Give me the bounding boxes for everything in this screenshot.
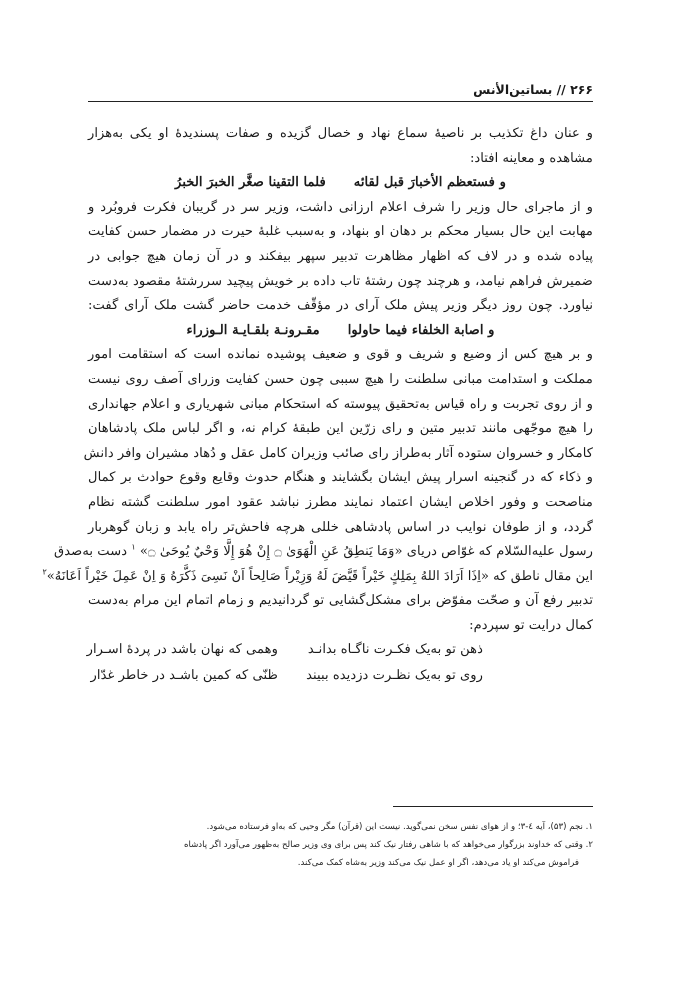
text-line (53, 540, 593, 565)
footnote-mark[interactable]: ۲ (42, 567, 47, 577)
text-line: مهابت این حال بسیار محکم بر دهان او بنهاد، و به‌سبب غلبهٔ حیرت در مضمار حسن کفایت (88, 224, 593, 240)
text-line: مملکت و استدامت مبانی سلطنت را هیچ سببی چون حسن کفایت وزرای آصف روی نیست (88, 371, 593, 387)
persian-verse (88, 638, 593, 664)
page-header (88, 79, 593, 102)
verse-hemistich: و فستعظم الأخبارَ قبل لقائه (353, 175, 506, 191)
running-header: ۲۶۶ // بساتین‌الأنس (473, 82, 593, 97)
arabic-verse (88, 319, 593, 344)
footnote-divider (393, 806, 593, 807)
arabic-verse (88, 171, 593, 196)
verse-hemistich: روی تو به‌یک نظـرت دزدیده ببیند (306, 668, 483, 684)
verse-hemistich: مقـرونـة بلقـایـة الـوزراء (186, 322, 320, 338)
text-line: کامکار و خسروان ستوده آثار به‌طراز رای صائب وزیران کامل عقل و دُهاد مشیران وافر دانش (83, 445, 593, 461)
text-line: و از ماجرای حال وزیر را شرف اعلام ارزانی داشت، وزیر سر در گریبان فکرت فروبُرد و (88, 199, 593, 215)
text-line: نیاورد. چون روز دیگر وزیر پیش ملک آرای در مؤقّف خدمت حاضر گشت ملک آرای گفت: (88, 298, 593, 314)
text-line: تدبیر رفع آن و صحّت مفوّض برای مشکل‌گشایی تو گردانیدیم و زمام اتمام این مرام به‌دست (88, 593, 593, 609)
text-line: گردد، و از طوفان نوایب در اساس پادشاهی خللی هرچه فاحش‌تر راه یابد و زبان گوهربار (88, 519, 593, 535)
text-line: مشاهده و معاینه افتاد: (469, 150, 593, 166)
text-line: و بر هیچ کس از وضیع و شریف و قوی و ضعیف پوشیده نمانده است که استقامت امور (88, 347, 593, 363)
footnotes (88, 818, 593, 872)
text-line: و از روی تجربت و راه قیاس به‌تحقیق پیوسته که استحکام مبانی شهریاری و اعلام جهانداری (88, 396, 593, 412)
footnote: ۲. وقتی که خداوند بزرگوار می‌خواهد که با شاهی رفتار نیک کند پس برای وی وزیر صالح به‌ظهور می‌آورد اگر پادشاه (183, 840, 593, 850)
text-line: و ذکاء که در گنجینه اسرار پیش ایشان بگشایند و هنگام حدوث وقایع وقوع حوادث بر کمال (88, 470, 593, 486)
verse-hemistich: ظنّی که کمین باشـد در خاطر غدّار (90, 668, 278, 684)
text-line: و عنان داغ تکذیب بر ناصیهٔ سماع نهاد و خصال گزیده و صفات پسندیدهٔ او یکی به‌هزار (88, 126, 593, 141)
text-line: را هیچ موجّهی مانند تدبیر متین و رای زرّین این طبقهٔ کرام نه، و اگر لباس ملک پادشاهان (88, 421, 593, 437)
hadith-quote: این مقال ناطق که «اِذَا اَرَادَ اللهُ بِمَلِكٍ خَيْراً قَيَّضَ لَهُ وَزِيْراً صَالِحاً اَنْ نَسِىَ ذَكَّرَهُ وَ اِنْ عَمِلَ خَيْراً اَعَانَهُ» (46, 568, 593, 584)
persian-verse (88, 664, 593, 690)
text-fragment: دست به‌صدق (53, 544, 128, 560)
text-line: پیاده شده و در لاف که اظهار مظاهرت تدبیر سپهر بیفکند و در آن زمان هیچ جوابی در (88, 248, 593, 264)
main-text (42, 122, 593, 690)
quran-quote: رسول علیه‌السّلام که غوّاص دریای «وَمَا یَنطِقُ عَنِ الْهَوَىٰ ۝ إِنْ هُوَ إِلَّا وَحْيٌ يُوحَىٰ ۝» (139, 544, 593, 560)
footnote-mark[interactable]: ۱ (131, 542, 136, 552)
verse-hemistich: وهمی که نهان باشد در پردهٔ اسـرار (86, 642, 278, 658)
verse-hemistich: و اصابة الخلفاء فیما حاولوا (347, 322, 495, 338)
text-line (42, 565, 593, 590)
footnote-continuation: فراموش می‌کند او یاد می‌دهد، اگر او عمل نیک می‌کند وزیر به‌شاه کمک می‌کند. (297, 858, 579, 868)
text-line: ضمیرش فراهم نیامد، و هرچند چون رشتهٔ تاب داده بر خویش پیچید سررشتهٔ مقصود به‌دست (88, 273, 593, 289)
verse-hemistich: ذهن تو به‌یک فکـرت ناگـاه بدانـد (307, 642, 483, 658)
text-line: کمال درایت تو سپردم: (469, 617, 593, 633)
text-line: مناصحت و وفور اخلاص ایشان اعتماد نمایند مطرز نباشد عقود امور سلطنت گشته نظام (88, 494, 593, 510)
verse-hemistich: فلما التقینا صغَّر الخبرَ الخبرُ (175, 175, 326, 191)
footnote: ۱. نجم (۵۳)، آیه ٤-۳؛ و از هوای نفس سخن نمی‌گوید. نیست این (قرآن) مگر وحیی که به‌او فرستاده می‌شود. (206, 822, 593, 832)
